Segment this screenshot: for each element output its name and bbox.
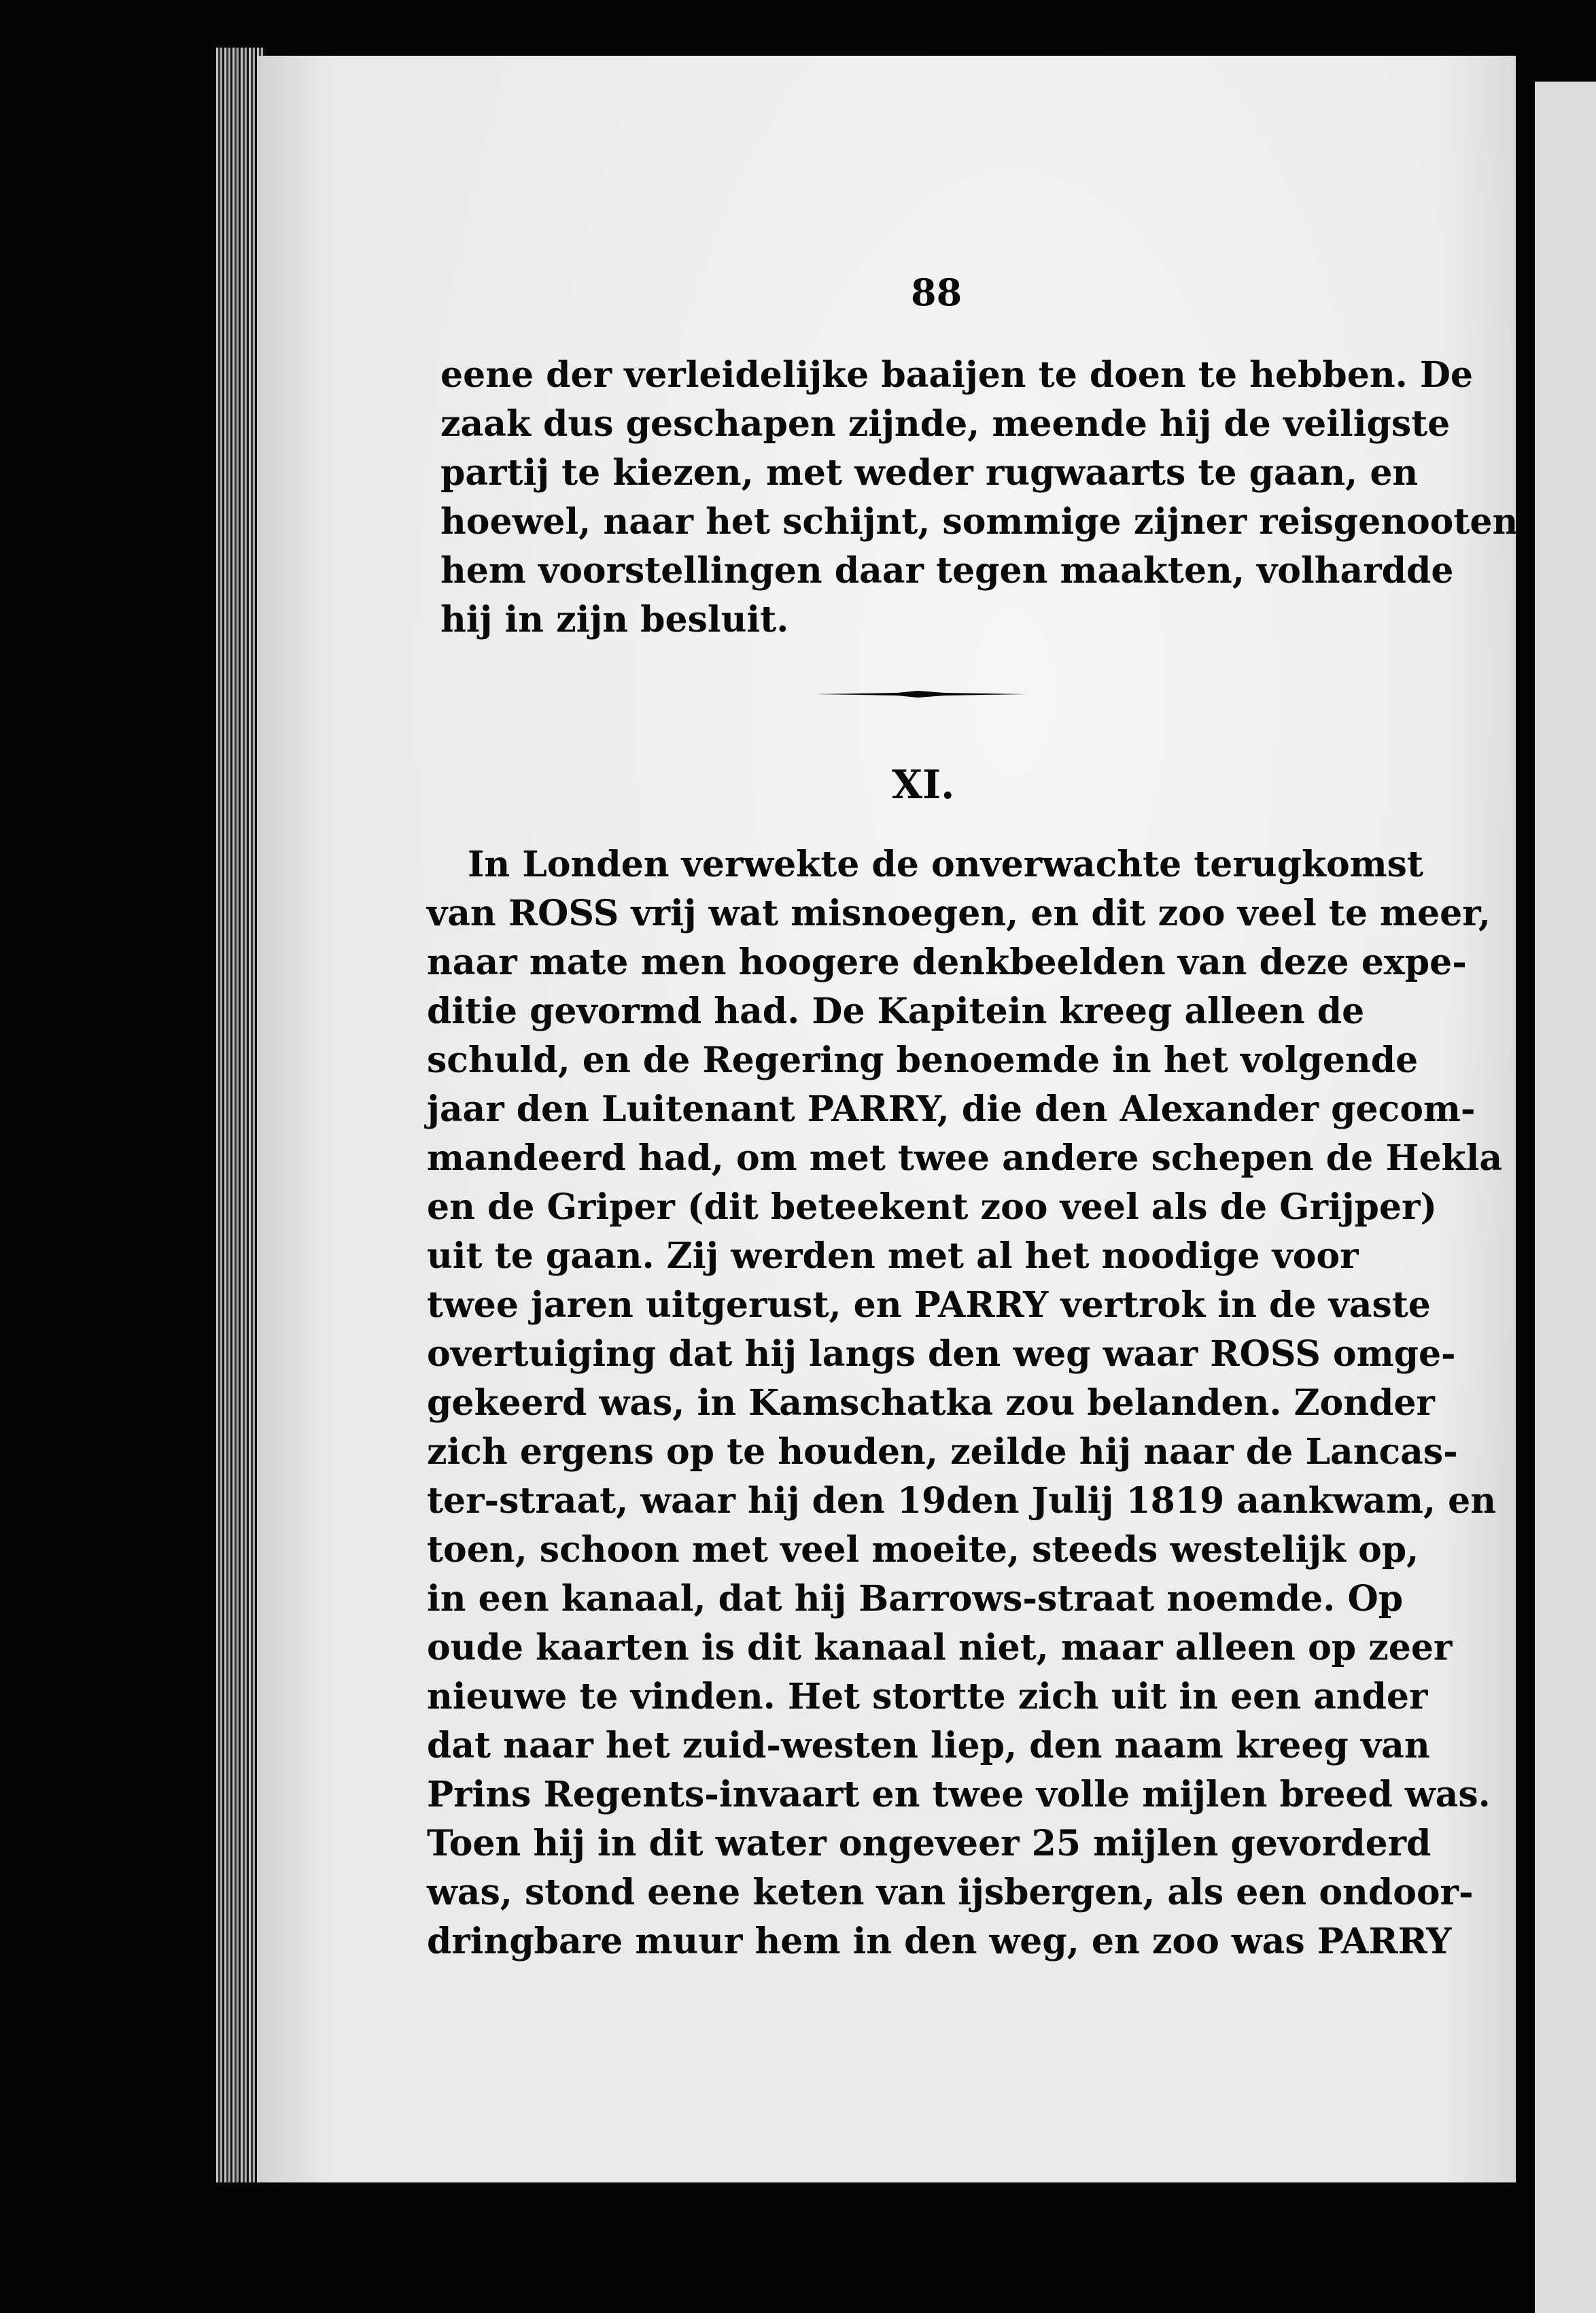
text-line: hij in zijn besluit. [440, 599, 789, 640]
text-line: In Londen verwekte de onverwachte terugkomst [468, 844, 1423, 885]
text-line: gekeerd was, in Kamschatka zou belanden. Zonder [427, 1382, 1435, 1424]
text-line: hem voorstellingen daar tegen maakten, volhardde [440, 550, 1454, 592]
text-line: naar mate men hoogere denkbeelden van deze expe- [427, 942, 1467, 983]
section-heading: XI. [892, 761, 955, 808]
text-line: hoewel, naar het schijnt, sommige zijner reisgenooten [440, 501, 1519, 543]
text-line: ter-straat, waar hij den 19den Julij 1819 aankwam, en [427, 1480, 1497, 1522]
text-line: schuld, en de Regering benoemde in het volgende [427, 1040, 1419, 1081]
text-line: zaak dus geschapen zijnde, meende hij de veiligste [440, 403, 1451, 445]
page-number: 88 [911, 271, 962, 314]
text-line: was, stond eene keten van ijsbergen, als een ondoor- [427, 1872, 1474, 1913]
text-line: toen, schoon met veel moeite, steeds westelijk op, [427, 1529, 1419, 1571]
text-line: zich ergens op te houden, zeilde hij naar de Lancas- [427, 1431, 1458, 1473]
text-line: Toen hij in dit water ongeveer 25 mijlen gevorderd [427, 1823, 1432, 1864]
facing-page-edge [1535, 82, 1596, 2313]
text-line: ditie gevormd had. De Kapitein kreeg alleen de [427, 991, 1365, 1032]
text-line: partij te kiezen, met weder rugwaarts te gaan, en [440, 452, 1419, 494]
text-line: mandeerd had, om met twee andere schepen de Hekla [427, 1137, 1503, 1179]
text-line: in een kanaal, dat hij Barrows-straat noemde. Op [427, 1578, 1404, 1620]
text-line: eene der verleidelijke baaijen te doen te hebben. De [440, 354, 1474, 396]
text-line: jaar den Luitenant PARRY, die den Alexander gecom- [427, 1089, 1476, 1130]
text-line: van ROSS vrij wat misnoegen, en dit zoo veel te meer, [427, 893, 1491, 934]
text-line: en de Griper (dit beteekent zoo veel als de Grijper) [427, 1186, 1437, 1228]
section-divider [816, 691, 1026, 698]
text-line: uit te gaan. Zij werden met al het noodige voor [427, 1235, 1359, 1277]
text-line: dat naar het zuid-westen liep, den naam kreeg van [427, 1725, 1430, 1766]
text-line: dringbare muur hem in den weg, en zoo was PARRY [427, 1921, 1452, 1962]
text-line: Prins Regents-invaart en twee volle mijlen breed was. [427, 1774, 1491, 1815]
text-line: overtuiging dat hij langs den weg waar ROSS omge- [427, 1333, 1456, 1375]
text-line: nieuwe te vinden. Het stortte zich uit in een ander [427, 1676, 1428, 1717]
text-line: twee jaren uitgerust, en PARRY vertrok in de vaste [427, 1284, 1431, 1326]
text-line: oude kaarten is dit kanaal niet, maar alleen op zeer [427, 1627, 1453, 1668]
